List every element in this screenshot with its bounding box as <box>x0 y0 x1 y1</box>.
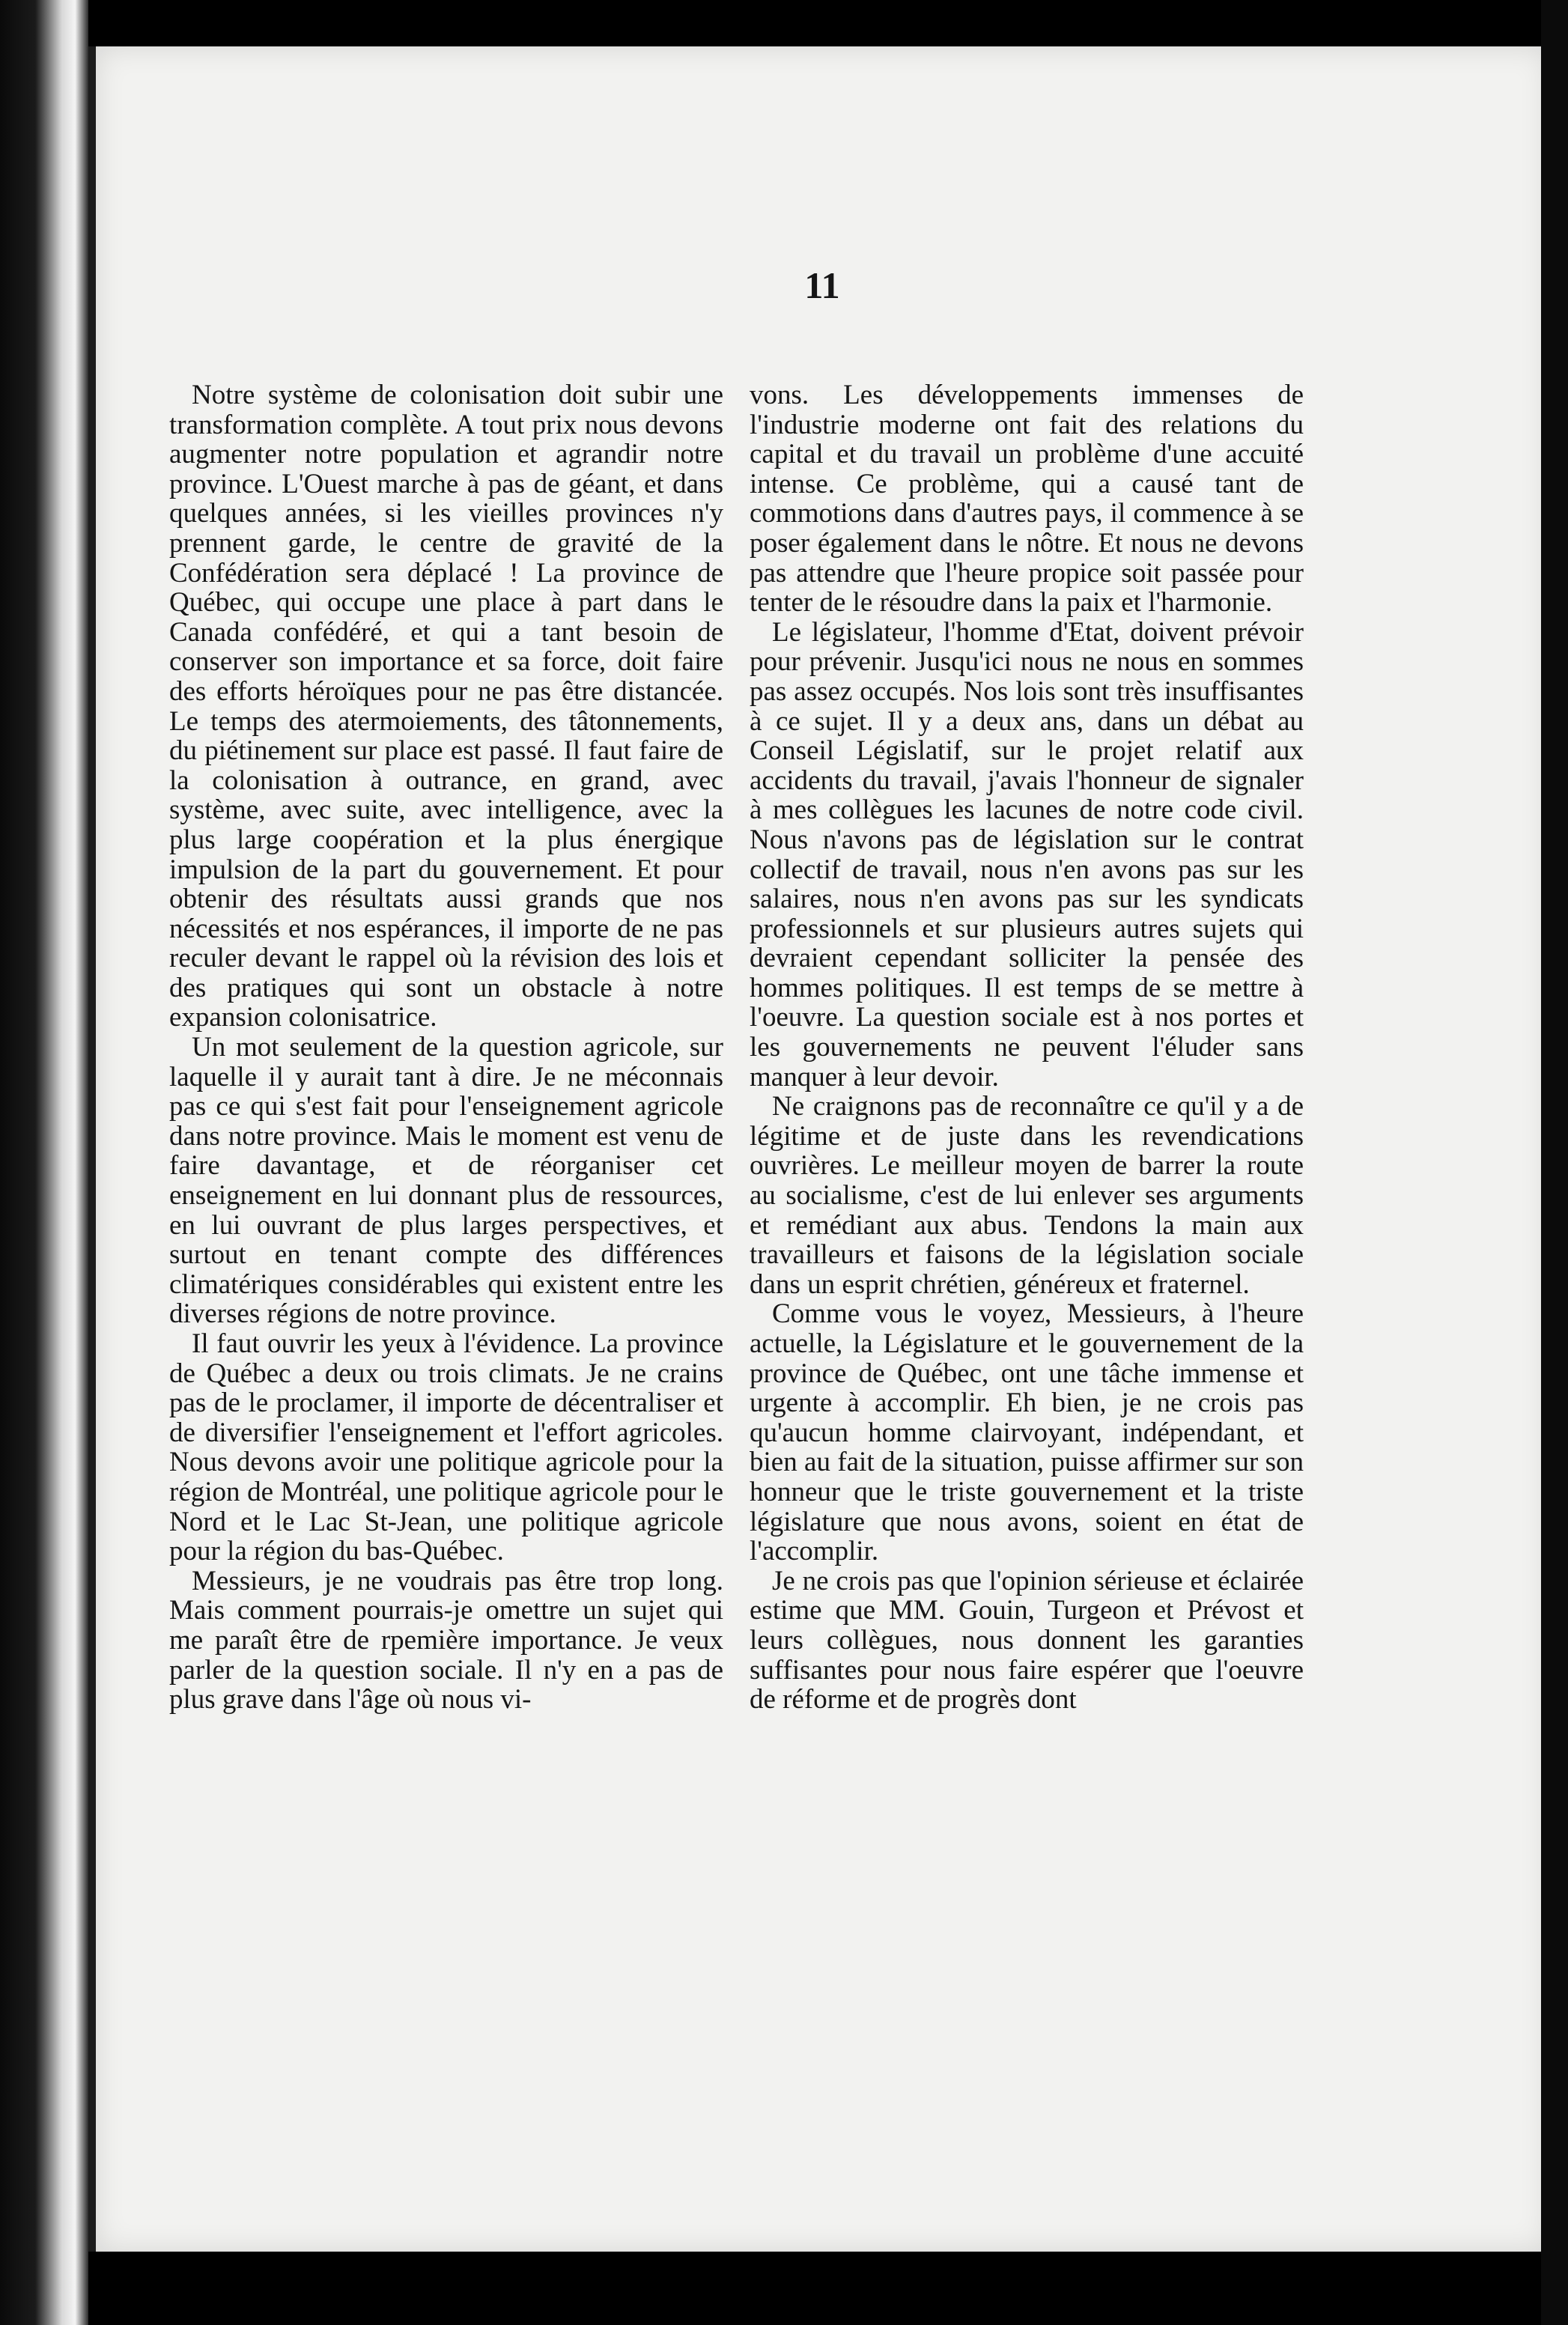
paragraph: Un mot seulement de la question agricole, sur laquelle il y aurait tant à dire. Je ne méconnais pas ce qui s'est fait pour l'enseignement agricole dans notre province. Mais le moment est venu de faire davantage, et de réorganiser cet enseignement en lui donnant plus de ressources, en lui ouvrant de plus larges perspectives, et surtout en tenant compte des différences climatériques considérables qui existent entre les diverses régions de notre province. <box>169 1032 723 1330</box>
facing-page-edge <box>0 0 88 2325</box>
paragraph: Je ne crois pas que l'opinion sérieuse et éclairée estime que MM. Gouin, Turgeon et Prévost et leurs collègues, nous donnent les garanties suffisantes pour nous faire espérer que l'oeuvre de réforme et de progrès dont <box>750 1565 1304 1715</box>
paragraph: Ne craignons pas de reconnaître ce qu'il y a de légitime et de juste dans les revendications ouvrières. Le meilleur moyen de barrer la route au socialisme, c'est de lui enlever ses arguments et remédiant aux abus. Tendons la main aux travailleurs et faisons de la législation sociale dans un esprit chrétien, généreux et fraternel. <box>750 1091 1304 1300</box>
book-page <box>88 46 1549 2252</box>
paragraph: Comme vous le voyez, Messieurs, à l'heure actuelle, la Législature et le gouvernement de la province de Québec, ont une tâche immense et urgente à accomplir. Eh bien, je ne crois pas qu'aucun homme clairvoyant, indépendant, et bien au fait de la situation, puisse affirmer sur son honneur que le triste gouvernement et la triste législature que nous avons, soient en état de l'accomplir. <box>750 1298 1304 1567</box>
paragraph: Messieurs, je ne voudrais pas être trop long. Mais comment pourrais-je omettre un sujet qui me paraît être de rpemière importance. Je veux parler de la question sociale. Il n'y en a pas de plus grave dans l'âge où nous vi- <box>169 1565 723 1715</box>
paragraph: Notre système de colonisation doit subir une transformation complète. A tout prix nous devons augmenter notre population et agrandir notre province. L'Ouest marche à pas de géant, et dans quelques années, si les vieilles provinces n'y prennent garde, le centre de gravité de la Confédération sera déplacé ! La province de Québec, qui occupe une place à part dans le Canada confédéré, et qui a tant besoin de conserver son importance et sa force, doit faire des efforts héroïques pour ne pas être distancée. Le temps des atermoiements, des tâtonnements, du piétinement sur place est passé. Il faut faire de la colonisation à outrance, en grand, avec système, avec suite, avec intelligence, avec la plus large coopération et la plus énergique impulsion de la part du gouvernement. Et pour obtenir des résultats aussi grands que nos nécessités et nos espérances, il importe de ne pas reculer devant le rappel où la révision des lois et des pratiques qui sont un obstacle à notre expansion colonisatrice. <box>169 380 723 1033</box>
paragraph: vons. Les développements immenses de l'industrie moderne ont fait des relations du capital et du travail un problème d'une accuité intense. Ce problème, qui a causé tant de commotions dans d'autres pays, il commence à se poser également dans le nôtre. Et nous ne devons pas attendre que l'heure propice soit passée pour tenter de le résoudre dans la paix et l'harmonie. <box>750 380 1304 619</box>
scan-border <box>1541 0 1568 2325</box>
paragraph: Le législateur, l'homme d'Etat, doivent prévoir pour prévenir. Jusqu'ici nous ne nous en sommes pas assez occupés. Nos lois sont très insuffisantes à ce sujet. Il y a deux ans, dans un débat au Conseil Législatif, sur le projet relatif aux accidents du travail, j'avais l'honneur de signaler à mes collègues les lacunes de notre code civil. Nous n'avons pas de législation sur le contrat collectif de travail, nous n'en avons pas sur les salaires, nous n'en avons pas sur les syndicats professionnels et sur plusieurs autres sujets qui devraient cependant solliciter la pensée des hommes politiques. Il est temps de se mettre à l'oeuvre. La question sociale est à nos portes et les gouvernements ne peuvent l'éluder sans manquer à leur devoir. <box>750 616 1304 1092</box>
page-number: 11 <box>804 264 840 306</box>
paragraph: Il faut ouvrir les yeux à l'évidence. La province de Québec a deux ou trois climats. Je ne crains pas de le proclamer, il importe de décentraliser et de diversifier l'enseignement et l'effort agricoles. Nous devons avoir une politique agricole pour la région de Montréal, une politique agricole pour le Nord et le Lac St-Jean, une politique agricole pour la région du bas-Québec. <box>169 1328 723 1567</box>
left-column <box>169 380 723 1715</box>
right-column <box>750 380 1304 1715</box>
